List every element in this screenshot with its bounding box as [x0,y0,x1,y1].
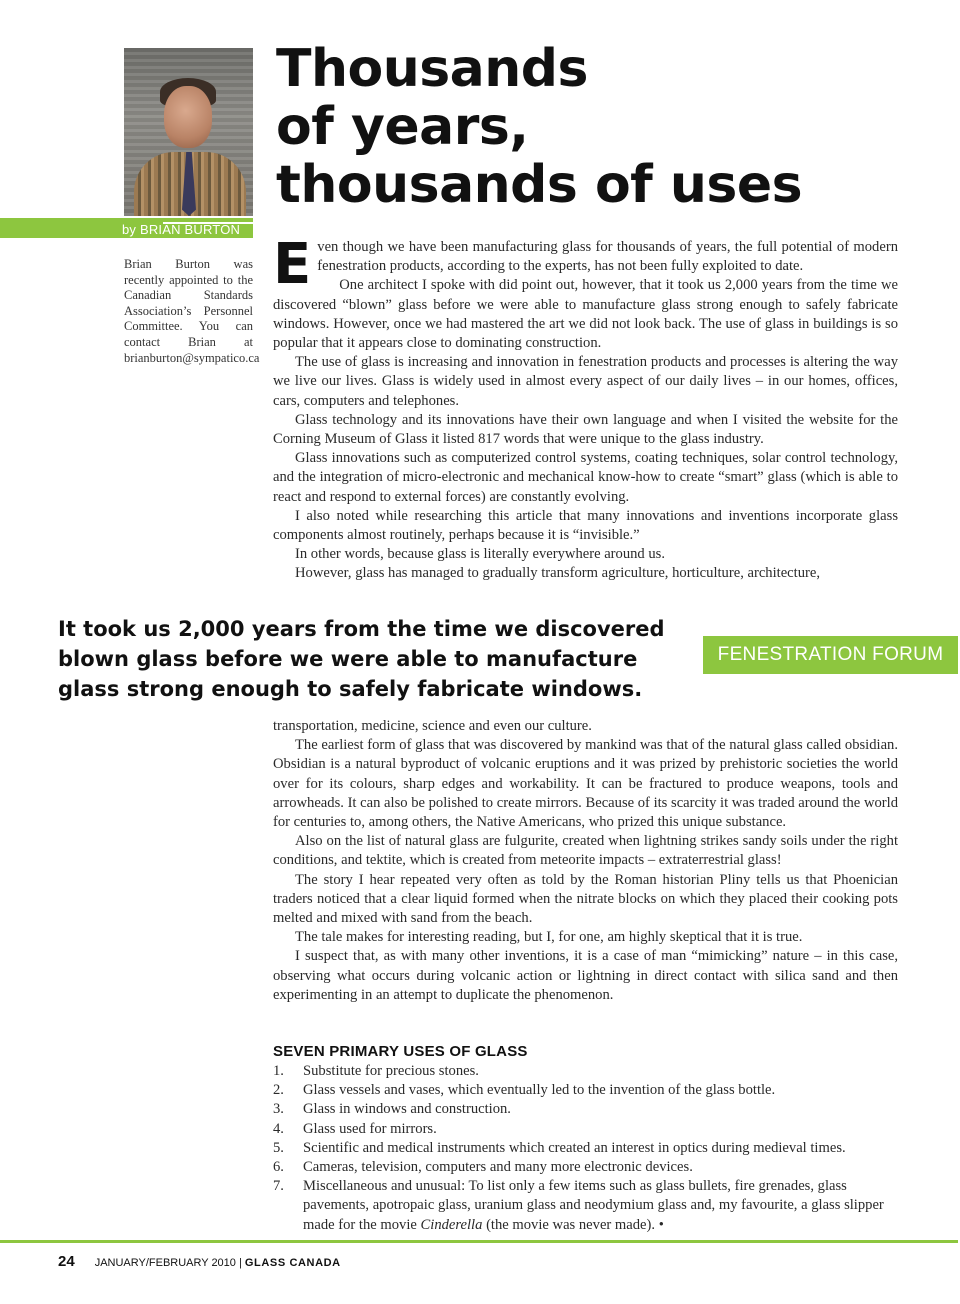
paragraph: The use of glass is increasing and innovation in fenestration products and processes is altering the way we live our lives. Glass is widely used in almost every aspect of our daily lives – in our homes, offices, cars, computers and telephones. [273,354,898,409]
article-body-bottom [273,717,898,1005]
magazine-name: GLASS CANADA [244,1257,341,1269]
article-body-top [273,232,898,584]
author-byline: by BRIAN BURTON [122,222,241,237]
list-item: 1. Substitute for precious stones. [273,1063,479,1079]
issue-date: JANUARY/FEBRUARY 2010 | [94,1257,245,1269]
paragraph: Even though we have been manufacturing glass for thousands of years, the full potential of modern fenestration products, according to the experts, has not been fully exploited to date. [273,232,898,297]
paragraph: Glass technology and its innovations have their own language and when I visited the website for the Corning Museum of Glass it listed 817 words that were unique to the glass industry. [273,411,898,448]
pull-quote-line: It took us 2,000 years from the time we discovered [58,617,665,641]
pull-quote-line: blown glass before we were able to manufacture [58,647,638,671]
paragraph: However, glass has managed to gradually transform agriculture, horticulture, architecture, [295,565,820,582]
paragraph: Glass innovations such as computerized control systems, coating techniques, solar control technology, and the integration of micro-electronic and mechanical know-how to create “smart” glass (which is able to react and respond to external forces) are constantly evolving. [273,450,898,505]
list-item: 6. Cameras, television, computers and many more electronic devices. [273,1159,693,1176]
article-title [276,40,802,214]
list-item: 2. Glass vessels and vases, which eventually led to the invention of the glass bottle. [273,1082,776,1099]
paragraph: The tale makes for interesting reading, but I, for one, am highly skeptical that it is true. [295,929,803,946]
section-tab: FENESTRATION FORUM [703,636,958,674]
pull-quote [58,614,698,704]
list-item: 3. Glass in windows and construction. [273,1101,511,1118]
uses-heading: SEVEN PRIMARY USES OF GLASS [273,1043,528,1060]
pull-quote-line: glass strong enough to safely fabricate windows. [58,677,643,701]
drop-cap: E [273,232,312,297]
list-item: 5. Scientific and medical instruments which created an interest in optics during medieval times. [273,1139,846,1156]
paragraph: The earliest form of glass that was discovered by mankind was that of the natural glass called obsidian. Obsidian is a natural byproduct of volcanic eruptions and it was prized by prehistoric societies the world over for its colours, sharp edges and workability. It can be fractured to produce weapons, tools and arrowheads. It can also be polished to create mirrors. Because of its scarcity it was traded around the world for centuries to, among others, the Native Americans, who prized this unique substance. [273,737,898,831]
page-number: 24 [58,1253,75,1270]
page-footer [58,1253,341,1270]
list-item: 7. Miscellaneous and unusual: To list only a few items such as glass bullets, fire grenades, glass pavements, apotropaic glass, uranium glass and neodymium glass and, my favourite, a glass slipper made for the movie Cinderella (the movie was never made). • [273,1178,884,1233]
author-photo [124,48,253,216]
paragraph: Also on the list of natural glass are fulgurite, created when lightning strikes sandy soils under the right conditions, and tektite, which is created from meteorite impacts – extraterrestrial glass! [273,833,898,869]
title-line-2: of years, [276,97,529,157]
paragraph: In other words, because glass is literally everywhere around us. [295,546,665,563]
paragraph: transportation, medicine, science and even our culture. [273,718,592,734]
title-line-1: Thousands [276,39,588,99]
uses-list [273,1062,898,1235]
movie-title: Cinderella [420,1216,483,1233]
title-line-3: thousands of uses [276,155,803,215]
paragraph: I also noted while researching this article that many innovations and inventions incorporate glass components almost routinely, perhaps because it is “invisible.” [273,507,898,544]
paragraph: One architect I spoke with did point out, however, that it took us 2,000 years from the time we discovered “blown” glass before we were able to manufacture glass strong enough to safely fabricate windows. However, once we had mastered the art we did not look back. The use of glass in buildings is so popular that it appears close to dominating construction. [273,277,898,352]
paragraph: I suspect that, as with many other inventions, it is a case of man “mimicking” nature – in this case, observing what occurs during volcanic action or lightning in direct contact with silica sand and then experimenting in an attempt to duplicate the phenomenon. [273,948,898,1003]
paragraph: The story I hear repeated very often as told by the Roman historian Pliny tells us that Phoenician traders noticed that a clear liquid formed when the nitrate blocks on which they placed their cooking pots melted and mixed with sand from the beach. [273,871,898,927]
footer-rule [0,1240,958,1243]
list-item: 4. Glass used for mirrors. [273,1120,437,1137]
author-bio: Brian Burton was recently appointed to the Canadian Standards Association’s Personnel Committee. You can contact Brian at brianburton@sympatico.ca [124,257,260,365]
